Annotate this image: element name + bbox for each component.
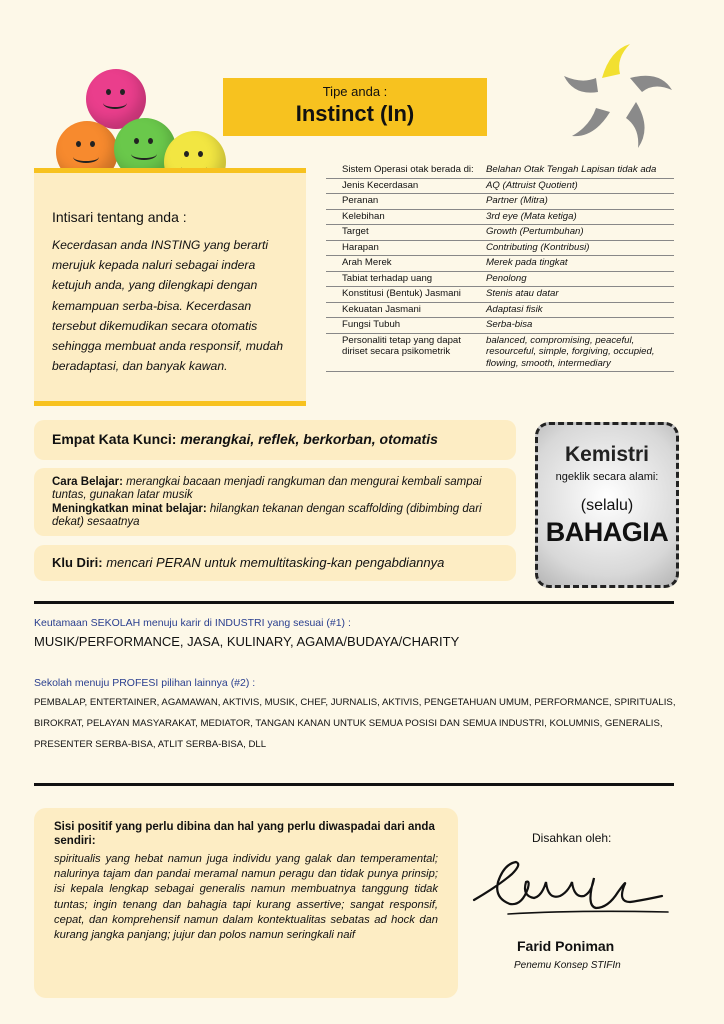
sisi-positif-box	[34, 808, 458, 998]
minat-value: hilangkan tekanan dengan scaffolding (dibimbing dari dekat) sesaatnya	[52, 503, 482, 528]
empat-kata-kunci-box	[34, 420, 516, 460]
table-value: Growth (Pertumbuhan)	[476, 225, 674, 241]
intisari-body: Kecerdasan anda INSTING yang berarti merujuk kepada naluri sebagai indera ketujuh anda, yang dilengkapi dengan kemampuan serba-bisa. Kecerdasan tersebut dikemudikan secara otomatis sehingga membuat anda responsif, mudah beradaptasi, dan banyak kawan.	[52, 238, 284, 374]
minat-label: Meningkatkan minat belajar:	[52, 503, 207, 515]
klu-value: mencari PERAN untuk memultitasking-kan pengabdiannya	[106, 555, 445, 570]
table-key: Jenis Kecerdasan	[326, 178, 476, 194]
tipe-label: Tipe anda :	[322, 84, 388, 99]
cara-value: merangkai bacaan menjadi rangkuman dan mengurai kembali sampai tuntas, gunakan latar musik	[52, 476, 482, 501]
table-row	[326, 225, 674, 241]
table-row	[326, 271, 674, 287]
table-row	[326, 209, 674, 225]
divider-top	[34, 601, 674, 604]
sekolah1-value: MUSIK/PERFORMANCE, JASA, KULINARY, AGAMA/BUDAYA/CHARITY	[34, 634, 460, 649]
kemistri-badge	[535, 422, 679, 588]
table-row	[326, 318, 674, 334]
table-value: balanced, compromising, peaceful, resourceful, simple, forgiving, occupied, flowing, smooth, intermediary	[476, 333, 674, 372]
kemistri-value: BAHAGIA	[545, 517, 669, 547]
klu-diri-box	[34, 545, 516, 581]
table-value: Penolong	[476, 271, 674, 287]
kemistri-selalu: (selalu)	[580, 497, 634, 514]
divider-bottom	[34, 783, 674, 786]
klu-label: Klu Diri:	[52, 555, 103, 570]
empat-label: Empat Kata Kunci:	[52, 431, 177, 447]
table-row	[326, 287, 674, 303]
sekolah2-label: Sekolah menuju PROFESI pilihan lainnya (#2) :	[34, 677, 256, 689]
table-key: Fungsi Tubuh	[326, 318, 476, 334]
stifin-logo-icon	[560, 40, 675, 155]
table-key: Kekuatan Jasmani	[326, 302, 476, 318]
kemistri-subtitle: ngeklik secara alami:	[555, 471, 659, 483]
table-value: Stenis atau datar	[476, 287, 674, 303]
empat-value: merangkai, reflek, berkorban, otomatis	[180, 431, 438, 447]
info-table	[326, 163, 674, 372]
table-value: Contributing (Kontribusi)	[476, 240, 674, 256]
table-key: Tabiat terhadap uang	[326, 271, 476, 287]
table-value: Partner (Mitra)	[476, 194, 674, 210]
table-key: Konstitusi (Bentuk) Jasmani	[326, 287, 476, 303]
tipe-header	[223, 78, 487, 136]
table-key: Sistem Operasi otak berada di:	[326, 163, 476, 178]
table-value: Serba-bisa	[476, 318, 674, 334]
signer-name: Farid Poniman	[517, 938, 615, 954]
sisi-body: spiritualis yang hebat namun juga individu yang galak dan temperamental; nalurinya tajam dan pandai meramal namun peragu dan tidak punya prinsip; isi kepala lengkap sebagai generalis namun membuatnya tanggung tidak tuntas; ingin tenang dan bahagia tapi kurang assertive; sangat responsif, cepat, dan komprehensif namun dalam kontektualitas sebatas ad hock dan kurang jangka panjang; jujur dan polos namun seringkali naif	[54, 853, 438, 942]
sekolah2-value: PEMBALAP, ENTERTAINER, AGAMAWAN, AKTIVIS, MUSIK, CHEF, JURNALIS, AKTIVIS, PENGETAHUAN UMUM, PERFORMANCE, SPIRITUALIS, BIROKRAT, PELAYAN MASYARAKAT, MEDIATOR, TANGAN KANAN UNTUK SEMUA POSISI DAN SEMUA INDUSTRI, KOLUMNIS, GENERALIS, PRESENTER SERBA-BISA, ATLIT SERBA-BISA, DLL	[34, 697, 676, 750]
tipe-value: Instinct (In)	[295, 101, 415, 126]
signer-role: Penemu Konsep STIFIn	[514, 960, 621, 971]
table-key: Peranan	[326, 194, 476, 210]
table-value: Adaptasi fisik	[476, 302, 674, 318]
table-row	[326, 333, 674, 372]
table-value: 3rd eye (Mata ketiga)	[476, 209, 674, 225]
cara-label: Cara Belajar:	[52, 476, 123, 488]
table-row	[326, 302, 674, 318]
table-value: Belahan Otak Tengah Lapisan tidak ada	[476, 163, 674, 178]
table-row	[326, 178, 674, 194]
intisari-title: Intisari tentang anda :	[52, 209, 187, 225]
disahkan-label: Disahkan oleh:	[532, 831, 612, 845]
cara-belajar-box	[34, 468, 516, 536]
table-row	[326, 256, 674, 272]
signature-image	[468, 852, 678, 930]
table-key: Kelebihan	[326, 209, 476, 225]
table-value: AQ (Attruist Quotient)	[476, 178, 674, 194]
kemistri-title: Kemistri	[564, 443, 650, 466]
table-key: Harapan	[326, 240, 476, 256]
sekolah1-label: Keutamaan SEKOLAH menuju karir di INDUSTRI yang sesuai (#1) :	[34, 617, 351, 629]
table-key: Target	[326, 225, 476, 241]
table-row	[326, 240, 674, 256]
intisari-panel	[34, 168, 306, 406]
table-key: Personaliti tetap yang dapat diriset secara psikometrik	[326, 333, 476, 372]
table-row	[326, 194, 674, 210]
table-value: Merek pada tingkat	[476, 256, 674, 272]
table-key: Arah Merek	[326, 256, 476, 272]
sisi-title: Sisi positif yang perlu dibina dan hal yang perlu diwaspadai dari anda sendiri:	[54, 821, 435, 847]
table-row	[326, 163, 674, 178]
